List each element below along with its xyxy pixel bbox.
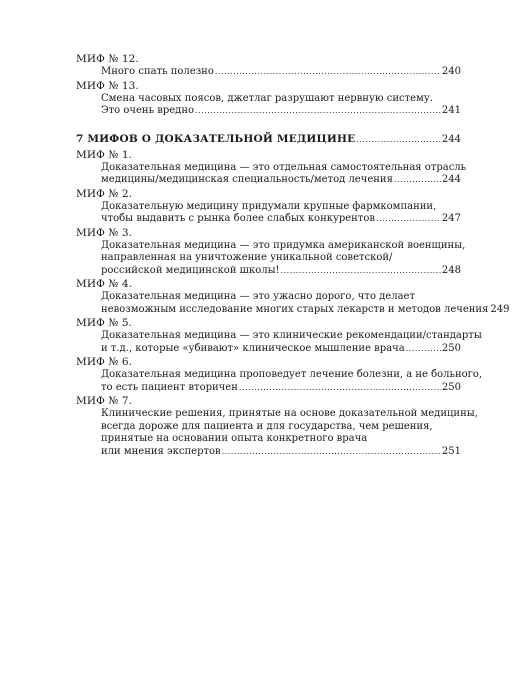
dot-leader (376, 213, 441, 226)
dot-leader (406, 343, 441, 356)
entry-line: Доказательную медицину придумали крупные фармкомпании, (101, 200, 437, 212)
myth-label: МИФ № 1. (76, 148, 133, 161)
page-number: 241 (441, 105, 461, 116)
entry-text: невозможным исследование многих старых лекарств и методов лечения (101, 303, 489, 315)
entry-text: российской медицинской школы! (101, 264, 280, 276)
page-number: 250 (441, 342, 461, 354)
myth-label: МИФ № 13. (76, 79, 139, 92)
myth-label: МИФ № 4. (76, 278, 133, 290)
page-number: 249 (490, 303, 510, 315)
dot-leader (239, 382, 441, 395)
entry-text: Много спать полезно (101, 66, 214, 77)
page-number: 250 (441, 381, 461, 393)
toc-item-myth-2[interactable] (76, 187, 461, 226)
myth-entry (76, 66, 461, 79)
myth-label: МИФ № 12. (76, 53, 139, 65)
myth-entry (76, 93, 461, 118)
dot-leader (195, 105, 441, 118)
dot-leader (281, 265, 441, 278)
entry-line (101, 343, 461, 356)
myth-entry (76, 330, 482, 355)
entry-line (101, 303, 510, 317)
dot-leader (356, 133, 441, 147)
dot-leader (394, 174, 441, 187)
entry-line (101, 213, 461, 226)
entry-text: чтобы выдавить с рынка более слабых конкурентов (101, 213, 376, 224)
myth-entry (76, 161, 467, 187)
myth-label: МИФ № 6. (76, 356, 133, 368)
page-number: 248 (441, 264, 461, 276)
page-number: 240 (441, 66, 461, 77)
toc-item-myth-7[interactable] (76, 394, 478, 458)
toc-item-myth-12[interactable] (76, 52, 461, 79)
toc-item-myth-5[interactable] (76, 316, 482, 355)
toc-item-myth-1[interactable] (76, 148, 467, 187)
entry-line: принятые на основании опыта конкретного врача (101, 433, 368, 444)
dot-leader (222, 446, 441, 459)
entry-line (101, 382, 461, 395)
myth-entry (76, 369, 483, 394)
toc-item-myth-6[interactable] (76, 355, 483, 394)
page-number: 247 (441, 213, 461, 224)
entry-text: и т.д., которые «убивают» клиническое мышление врача (101, 342, 405, 354)
myth-label: МИФ № 7. (76, 395, 133, 407)
page-number: 244 (441, 133, 461, 145)
toc-chapter-heading[interactable] (76, 132, 461, 147)
toc-item-myth-3[interactable] (76, 226, 466, 278)
myth-entry (76, 291, 510, 316)
entry-text: Это очень вредно (101, 105, 195, 116)
myth-label: МИФ № 2. (76, 187, 133, 200)
entry-line (101, 105, 461, 118)
entry-line: Доказательная медицина — это отдельная самостоятельная отрасль (101, 161, 467, 173)
myth-entry (76, 408, 478, 458)
myth-entry (76, 239, 466, 278)
dot-leader (215, 66, 441, 79)
entry-line (101, 174, 461, 187)
entry-line: Доказательная медицина проповедует лечение болезни, а не больного, (101, 369, 483, 380)
entry-line: всегда дороже для пациента и для государства, чем решения, (101, 420, 433, 432)
entry-line: Доказательная медицина — это ужасно дорого, что делает (101, 291, 415, 302)
entry-line (101, 265, 461, 278)
entry-text: медицины/медицинская специальность/метод лечения (101, 174, 393, 185)
toc-item-myth-4[interactable] (76, 277, 510, 316)
entry-line: направленная на уничтожение уникальной советской/ (101, 252, 393, 263)
table-of-contents (76, 52, 510, 458)
myth-entry (76, 201, 461, 226)
entry-line (101, 66, 461, 79)
page-number: 251 (441, 445, 461, 457)
entry-line: Клинические решения, принятые на основе доказательной медицины, (101, 408, 478, 419)
myth-label: МИФ № 3. (76, 226, 133, 239)
entry-line: Смена часовых поясов, джетлаг разрушают нервную систему. (101, 92, 433, 104)
toc-item-myth-13[interactable] (76, 79, 461, 118)
entry-text: или мнения экспертов (101, 445, 221, 457)
entry-line (101, 446, 461, 459)
myth-label: МИФ № 5. (76, 317, 133, 329)
entry-line: Доказательная медицина — это придумка американской военщины, (101, 239, 466, 251)
chapter-title: 7 МИФОВ О ДОКАЗАТЕЛЬНОЙ МЕДИЦИНЕ (76, 132, 356, 145)
page-number: 244 (441, 174, 461, 185)
entry-text: то есть пациент вторичен (101, 381, 238, 393)
entry-line: Доказательная медицина — это клинические рекомендации/стандарты (101, 330, 482, 341)
